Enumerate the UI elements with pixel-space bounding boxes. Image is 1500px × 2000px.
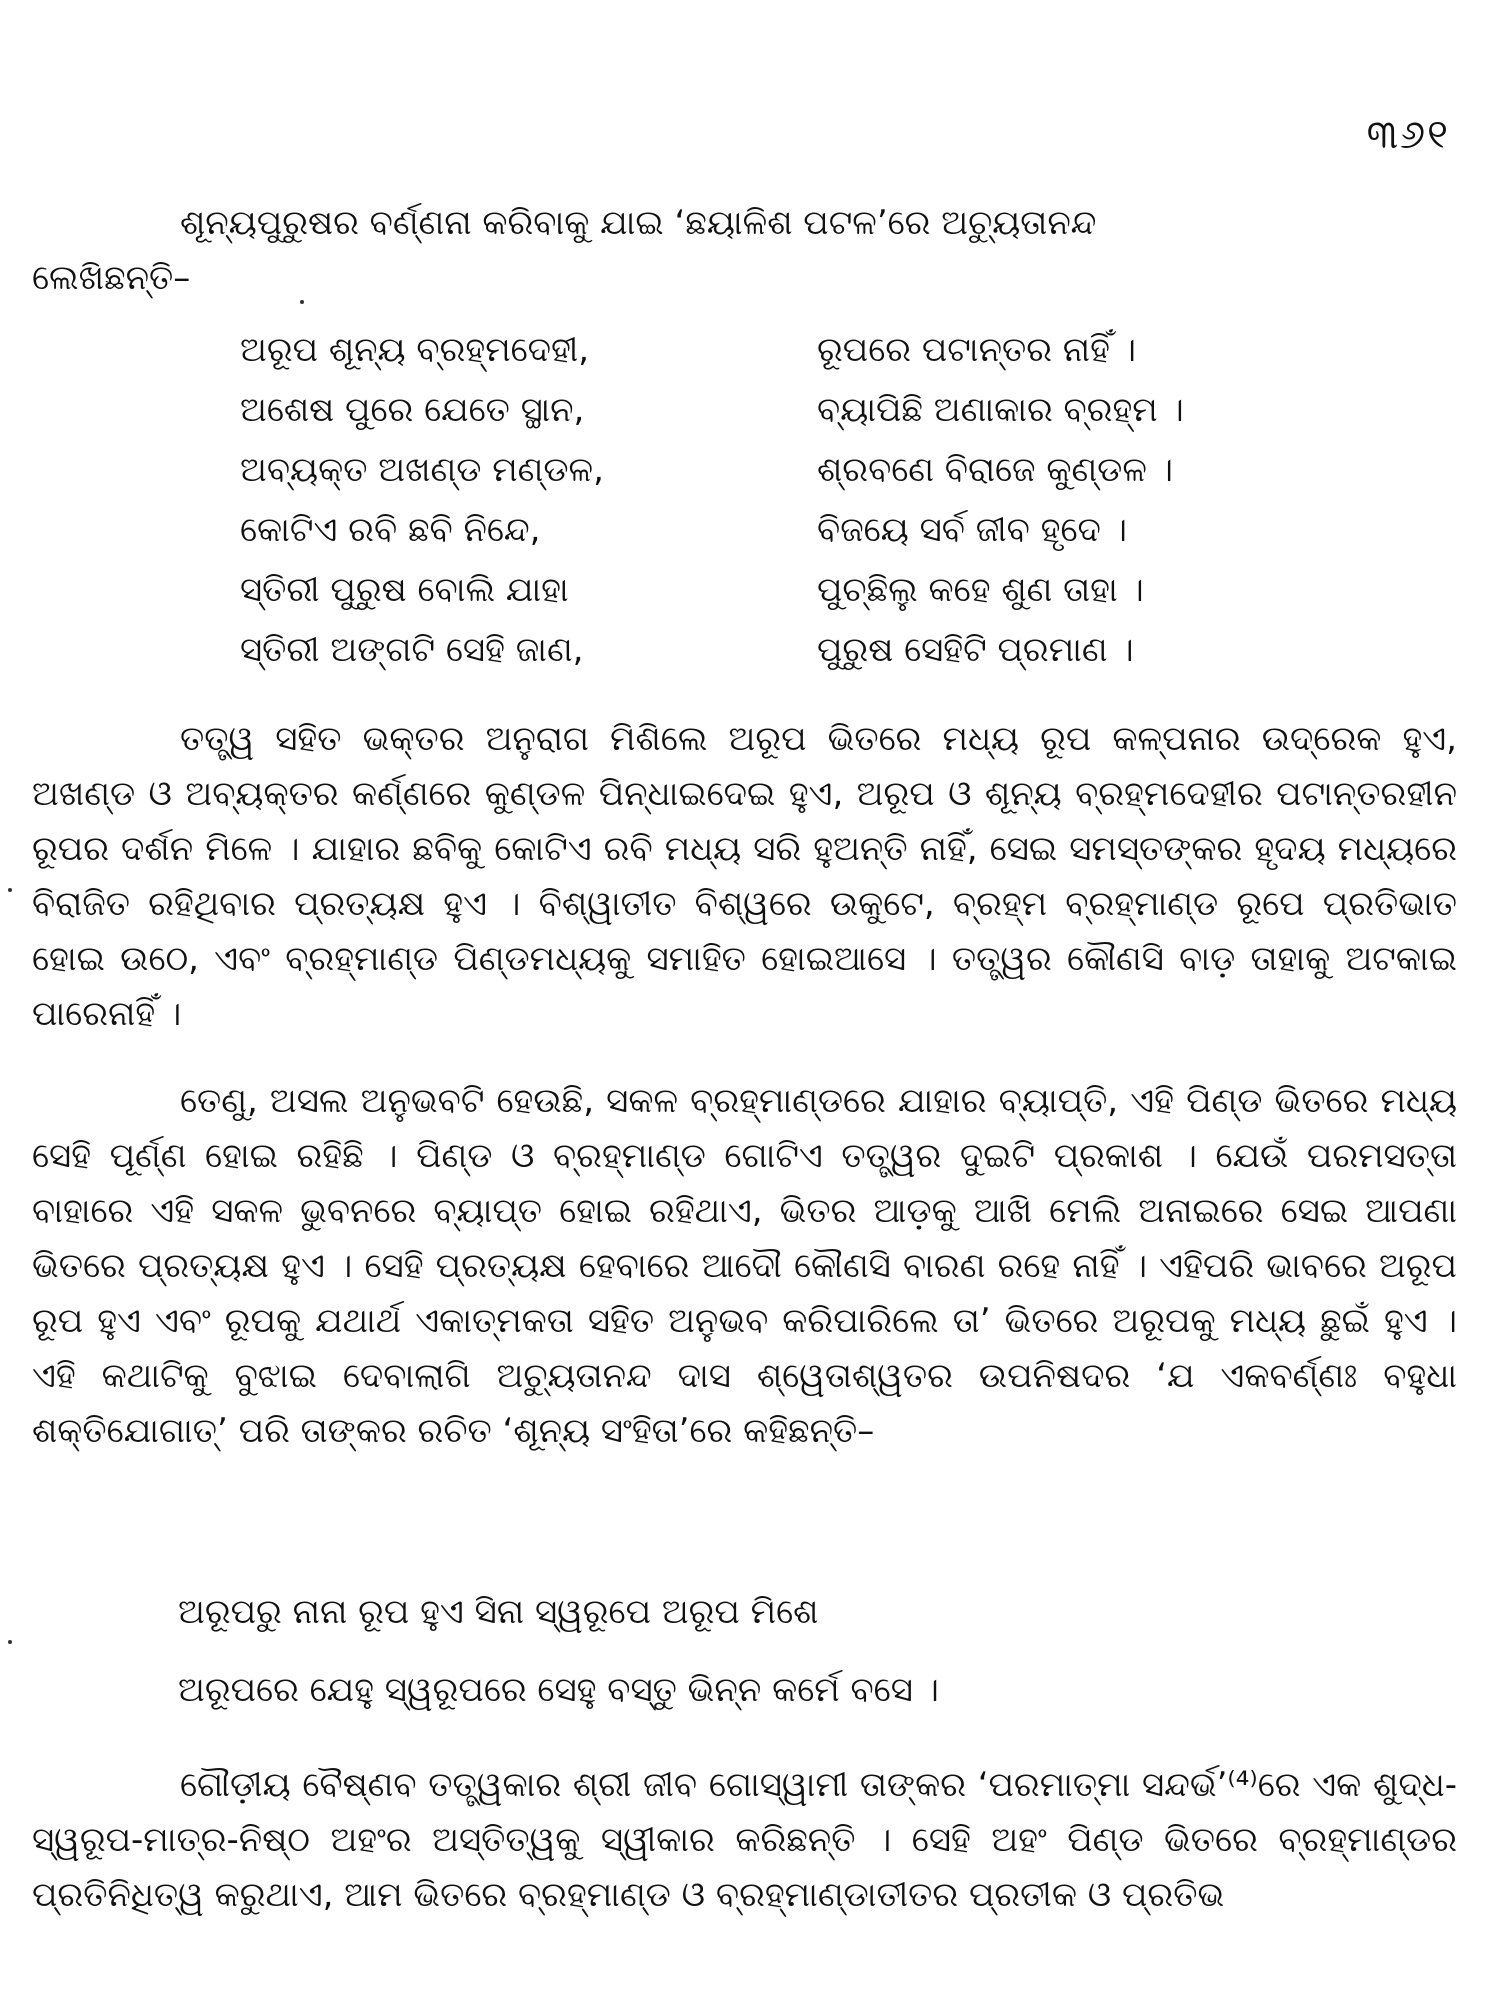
verse-left: ଅରୂପ ଶୂନ୍ୟ ବ୍ରହ୍ମଦେହୀ, [240,330,590,370]
paragraph-2-text: ତେଣୁ, ଅସଲ ଅନୁଭବଟି ହେଉଛି, ସକଳ ବ୍ରହ୍ମାଣ୍ଡରେ ଯାହାର ବ୍ୟାପ୍ତି, ଏହି ପିଣ୍ଡ ଭିତରେ ମଧ୍ୟ ସେହି ପୂର୍ଣ୍ଣ ହୋଇ ରହିଛି । ପିଣ୍ଡ ଓ ବ୍ରହ୍ମାଣ୍ଡ ଗୋଟିଏ ତତ୍ତ୍ୱର ଦୁଇଟି ପ୍ରକାଶ । ଯେଉଁ ପରମସତ୍ତା ବାହାରେ ଏହି ସକଳ ଭୁବନରେ ବ୍ୟାପ୍ତ ହୋଇ ରହିଥାଏ, ଭିତର ଆଡ଼କୁ ଆଖି ମେଲି ଅନାଇରେ ସେଇ ଆପଣା ଭିତରେ ପ୍ରତ୍ୟକ୍ଷ ହୁଏ । ସେହି ପ୍ରତ୍ୟକ୍ଷ ହେବାରେ ଆଦୌ କୌଣସି ବାରଣ ରହେ ନାହିଁ । ଏହିପରି ଭାବରେ ଅରୂପ ରୂପ ହୁଏ ଏବଂ ରୂପକୁ ଯଥାର୍ଥ ଏକାତ୍ମକତା ସହିତ ଅନୁଭବ କରିପାରିଲେ ତା’ ଭିତରେ ଅରୂପକୁ ମଧ୍ୟ ଛୁଇଁ ହୁଏ । ଏହି କଥାଟିକୁ ବୁଝାଇ ଦେବାଲାଗି ଅଚ୍ୟୁତାନନ୍ଦ ଦାସ ଶ୍ୱେତାଶ୍ୱତର ଉପନିଷଦର ‘ଯ ଏକବର୍ଣ୍ଣଃ ବହୁଧା ଶକ୍ତିଯୋଗାତ୍’ ପରି ତାଙ୍କର ରଚିତ ‘ଶୂନ୍ୟ ସଂହିତା’ରେ କହିଛନ୍ତି– [32,1081,1457,1451]
verse-right: ରୂପରେ ପଟାନ୍ତର ନାହିଁ । [817,330,1137,370]
verse-right: ଶ୍ରବଣେ ବିରାଜେ କୁଣ୍ଡଳ । [817,450,1174,490]
verse-row [0,630,1500,690]
verse-row [0,390,1500,450]
paragraph-3-text: ଗୌଡ଼ୀୟ ବୈଷ୍ଣବ ତତ୍ତ୍ୱକାର ଶ୍ରୀ ଜୀବ ଗୋସ୍ୱାମୀ ତାଙ୍କର ‘ପରମାତ୍ମା ସନ୍ଦର୍ଭ’⁽⁴⁾ରେ ଏକ ଶୁଦ୍ଧ-ସ୍ୱରୂପ-ମାତ୍ର-ନିଷ୍ଠ ଅହଂର ଅସ୍ତିତ୍ୱକୁ ସ୍ୱୀକାର କରିଛନ୍ତି । ସେହି ଅହଂ ପିଣ୍ଡ ଭିତରେ ବ୍ରହ୍ମାଣ୍ଡର ପ୍ରତିନିଧିତ୍ୱ କରୁଥାଏ, ଆମ ଭିତରେ ବ୍ରହ୍ମାଣ୍ଡ ଓ ବ୍ରହ୍ମାଣ୍ଡାତୀତର ପ୍ରତୀକ ଓ ପ୍ରତିଭ [32,1765,1457,1915]
verse-left: କୋଟିଏ ରବି ଛବି ନିନ୍ଦେ, [240,510,541,550]
verse-right: ପୁଚ୍ଛିଲୁ କହେ ଶୁଣ ତାହା । [817,570,1144,610]
intro-line-1: ଶୂନ୍ୟପୁରୁଷର ବର୍ଣ୍ଣନା କରିବାକୁ ଯାଇ ‘ଛୟାଳିଶ ପଟଳ’ରେ ଅଚ୍ୟୁତାନନ୍ଦ [180,203,1097,243]
couplet-line-2: ଅରୂପରେ ଯେହୁ ସ୍ୱରୂପରେ ସେହୁ ବସ୍ତୁ ଭିନ୍ନ କର୍ମେ ବସେ । [178,1670,939,1710]
paragraph-1 [32,712,1457,1042]
verse-right: ପୁରୁଷ ସେହିଟି ପ୍ରମାଣ । [817,630,1134,670]
verse-row [0,330,1500,390]
intro-line-2: ଲେଖିଛନ୍ତି– [32,258,191,298]
verse-left: ଅବ୍ୟକ୍ତ ଅଖଣ୍ଡ ମଣ୍ଡଳ, [240,450,604,490]
verse-left: ସ୍ତିରୀ ଅଙ୍ଗଟି ସେହି ଜାଣ, [240,630,584,670]
scan-speck [300,300,304,304]
scan-speck [8,1640,12,1644]
page-number: ୩୬୧ [1366,112,1450,158]
paragraph-2 [32,1074,1457,1459]
verse-row [0,510,1500,570]
verse-left: ସ୍ତିରୀ ପୁରୁଷ ବୋଲି ଯାହା [240,570,569,610]
paragraph-3 [32,1758,1457,1923]
verse-block-1 [0,330,1500,690]
scan-speck [8,888,12,892]
paragraph-1-text: ତତ୍ତ୍ୱ ସହିତ ଭକ୍ତର ଅନୁରାଗ ମିଶିଲେ ଅରୂପ ଭିତରେ ମଧ୍ୟ ରୂପ କଳ୍ପନାର ଉଦ୍ରେକ ହୁଏ, ଅଖଣ୍ଡ ଓ ଅବ୍ୟକ୍ତର କର୍ଣ୍ଣରେ କୁଣ୍ଡଳ ପିନ୍ଧାଇଦେଇ ହୁଏ, ଅରୂପ ଓ ଶୂନ୍ୟ ବ୍ରହ୍ମଦେହୀର ପଟାନ୍ତରହୀନ ରୂପର ଦର୍ଶନ ମିଳେ । ଯାହାର ଛବିକୁ କୋଟିଏ ରବି ମଧ୍ୟ ସରି ହୁଅନ୍ତି ନାହିଁ, ସେଇ ସମସ୍ତଙ୍କର ହୃଦୟ ମଧ୍ୟରେ ବିରାଜିତ ରହିଥିବାର ପ୍ରତ୍ୟକ୍ଷ ହୁଏ । ବିଶ୍ୱାତୀତ ବିଶ୍ୱରେ ଉକୁଟେ, ବ୍ରହ୍ମ ବ୍ରହ୍ମାଣ୍ଡ ରୂପେ ପ୍ରତିଭାତ ହୋଇ ଉଠେ, ଏବଂ ବ୍ରହ୍ମାଣ୍ଡ ପିଣ୍ଡମଧ୍ୟକୁ ସମାହିତ ହୋଇଆସେ । ତତ୍ତ୍ୱର କୌଣସି ବାଡ଼ ତାହାକୁ ଅଟକାଇ ପାରେନାହିଁ । [32,719,1457,1034]
couplet-line-1: ଅରୂପରୁ ନାନା ରୂପ ହୁଏ ସିନା ସ୍ୱରୂପେ ଅରୂପ ମିଶେ [178,1592,819,1632]
verse-left: ଅଶେଷ ପୁରେ ଯେତେ ସ୍ଥାନ, [240,390,585,430]
intro-block [32,196,1457,306]
verse-right: ବିଜୟେ ସର୍ବ ଜୀବ ହୃଦେ । [817,510,1127,550]
verse-row [0,450,1500,510]
verse-row [0,570,1500,630]
verse-right: ବ୍ୟାପିଛି ଅଣାକାର ବ୍ରହ୍ମ । [817,390,1184,430]
